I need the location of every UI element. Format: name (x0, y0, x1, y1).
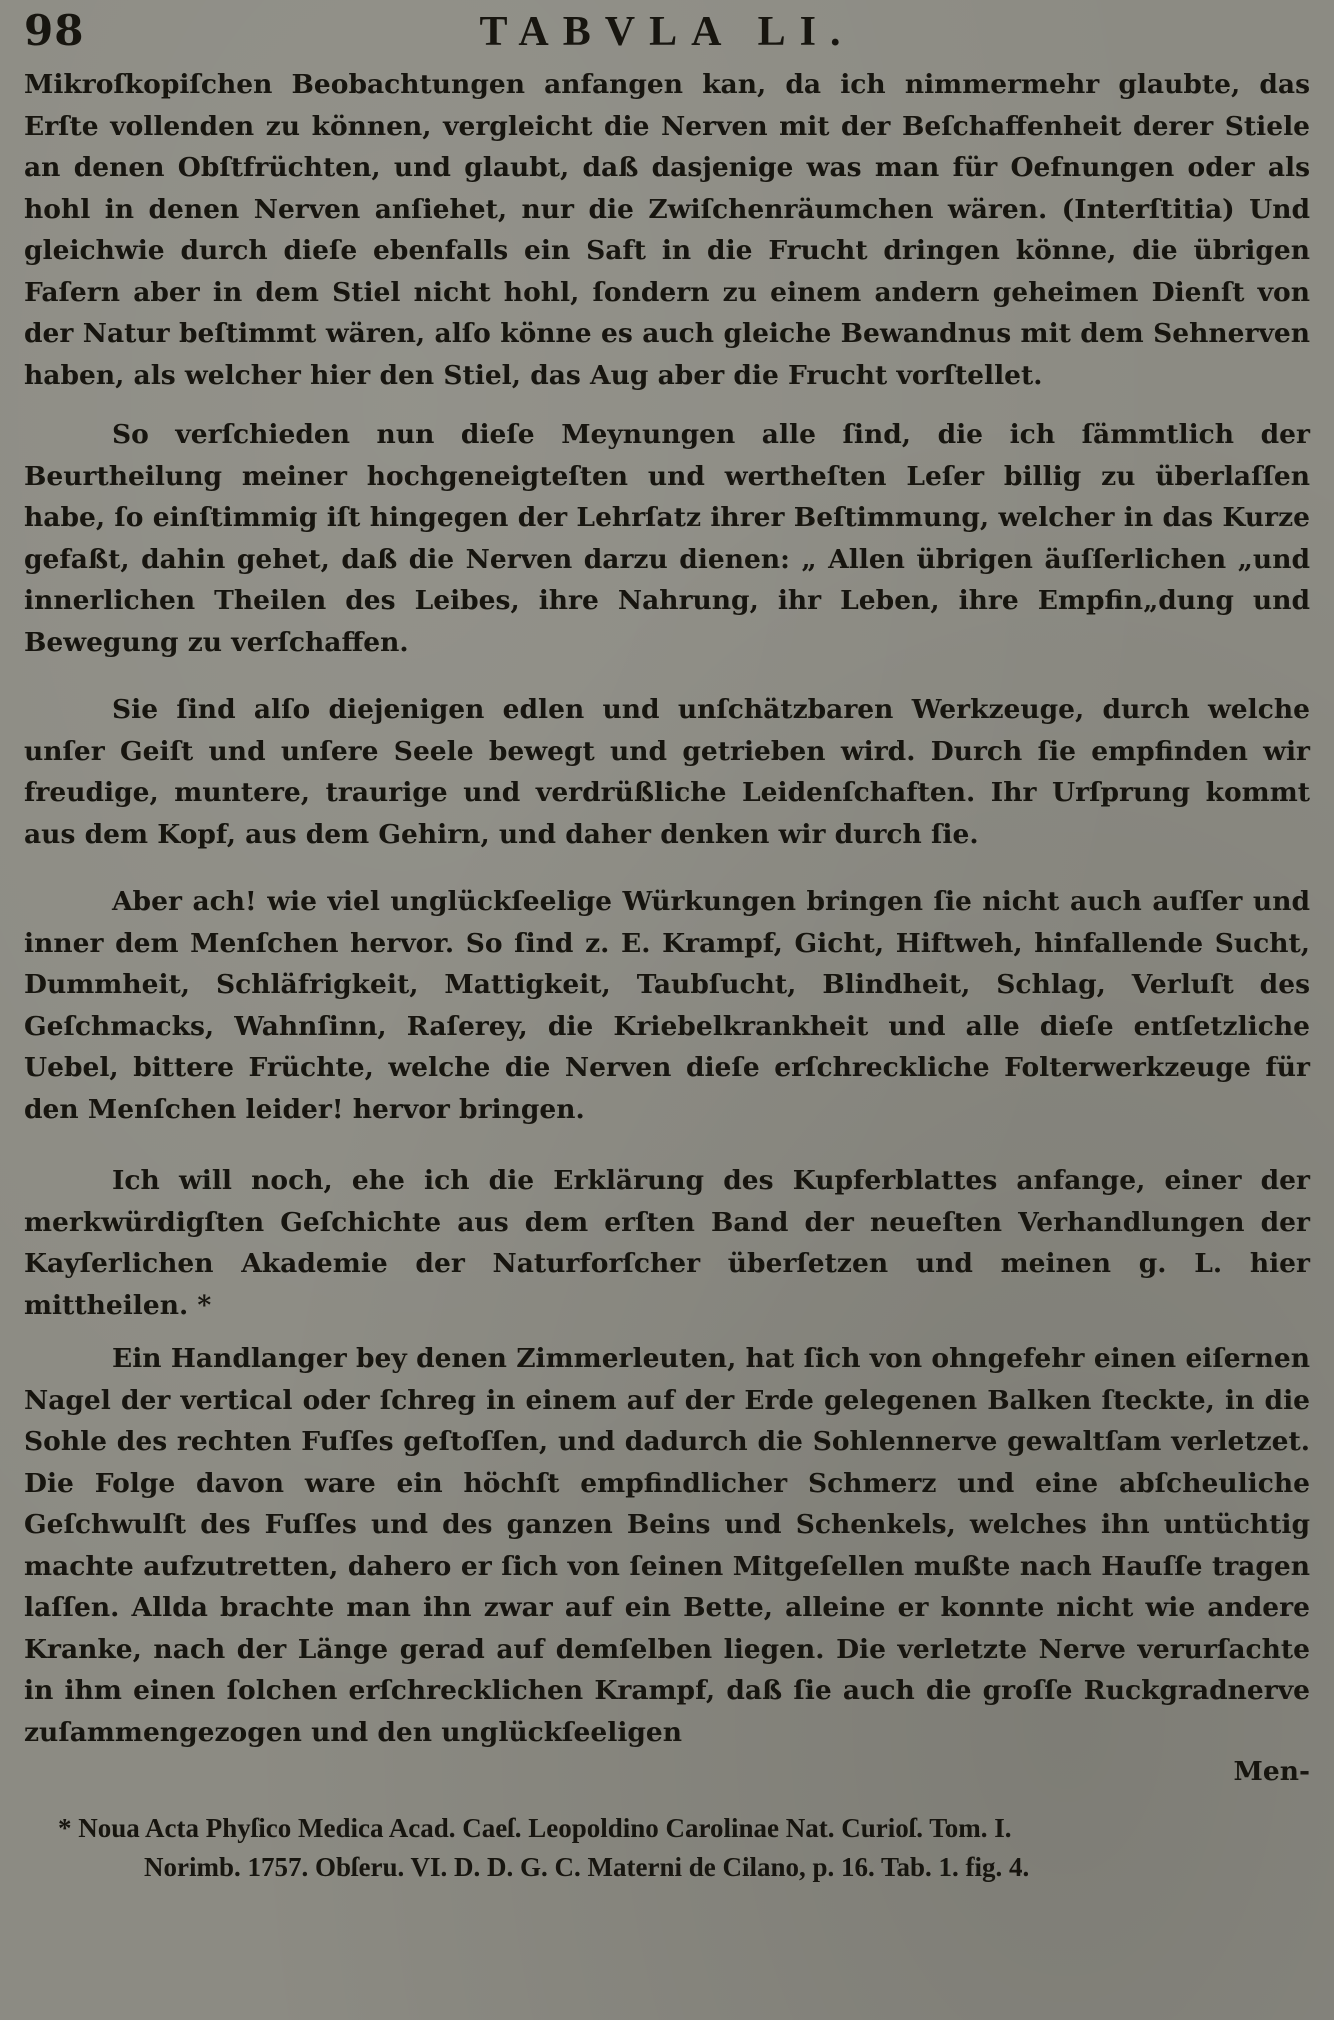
footnote-line-1 (24, 1809, 1310, 1848)
footnote-text-1: Noua Acta Phyſico Medica Acad. Caeſ. Leopoldino Carolinae Nat. Curioſ. Tom. I. (78, 1813, 1012, 1843)
paragraph-6: Ein Handlanger bey denen Zimmerleuten, hat ſich von ohngefehr einen eiſernen Nagel der vertical oder ſchreg in einem auf der Erde gelegenen Balken ſteckte, in die Sohle des rechten Fuſſes geſtoſſen, und dadurch die Sohlennerve gewaltſam verletzet. Die Folge davon ware ein höchſt empfindlicher Schmerz und eine abſcheuliche Geſchwulſt des Fuſſes und des ganzen Beins und Schenkels, welches ihn untüchtig machte aufzutretten, dahero er ſich von ſeinen Mitgeſellen mußte nach Hauſſe tragen laſſen. Allda brachte man ihn zwar auf ein Bette, alleine er konnte nicht wie andere Kranke, nach der Länge gerad auf demſelben liegen. Die verletzte Nerve verurſachte in ihm einen ſolchen erſchrecklichen Krampf, daß ſie auch die groſſe Ruckgradnerve zuſammengezogen und den unglückſeeligen (24, 1343, 1310, 1748)
running-title: TABVLA LI. (479, 9, 855, 55)
paragraph-3: Sie ſind alſo diejenigen edlen und unſchätzbaren Werkzeuge, durch welche unſer Geiſt und unſere Seele bewegt und getrieben wird. Durch ſie empfinden wir freudige, muntere, traurige und verdrüßliche Leidenſchaften. Ihr Urſprung kommt aus dem Kopf, aus dem Gehirn, und daher denken wir durch ſie. (24, 694, 1310, 850)
footnote-marker: * (58, 1813, 72, 1843)
paragraph-1: Mikroſkopiſchen Beobachtungen anfangen kan, da ich nimmermehr glaubte, das Erſte vollenden zu können, vergleicht die Nerven mit der Beſchaffenheit derer Stiele an denen Obſtfrüchten, und glaubt, daß dasjenige was man für Oefnungen oder als hohl in denen Nerven anſiehet, nur die Zwiſchenräumchen wären. (Interſtitia) Und gleichwie durch dieſe ebenfalls ein Saft in die Frucht dringen könne, die übrigen Faſern aber in dem Stiel nicht hohl, ſondern zu einem andern geheimen Dienſt von der Natur beſtimmt wären, alſo könne es auch gleiche Bewandnus mit dem Sehnerven haben, als welcher hier den Stiel, das Aug aber die Frucht vorſtellet. (24, 69, 1310, 391)
paragraph-2: So verſchieden nun dieſe Meynungen alle ſind, die ich ſämmtlich der Beurtheilung meiner hochgeneigteſten und wertheſten Leſer billig zu überlaſſen habe, ſo einſtimmig iſt hingegen der Lehrſatz ihrer Beſtimmung, welcher in das Kurze gefaßt, dahin gehet, daß die Nerven darzu dienen: „ Allen übrigen äuſſerlichen „und innerlichen Theilen des Leibes, ihre Nahrung, ihr Leben, ihre Empfin„dung und Bewegung zu verſchaffen. (24, 419, 1310, 658)
footnote (24, 1809, 1310, 1887)
book-page (24, 4, 1310, 2014)
page-number: 98 (24, 6, 85, 55)
paragraph-4: Aber ach! wie viel unglückſeelige Würkungen bringen ſie nicht auch auſſer und inner dem Menſchen hervor. So ſind z. E. Krampf, Gicht, Hiftweh, hinfallende Sucht, Dummheit, Schläfrigkeit, Mattigkeit, Taubſucht, Blindheit, Schlag, Verluſt des Geſchmacks, Wahnſinn, Raſerey, die Kriebelkrankheit und alle dieſe entſetzliche Uebel, bittere Früchte, welche die Nerven dieſe erſchreckliche Folterwerkzeuge für den Menſchen leider! hervor bringen. (24, 886, 1310, 1125)
paragraph-5: Ich will noch, ehe ich die Erklärung des Kupferblattes anfange, einer der merkwürdigſten Geſchichte aus dem erſten Band der neueſten Verhandlungen der Kayſerlichen Akademie der Naturforſcher überſetzen und meinen g. L. hier mittheilen. * (24, 1165, 1310, 1321)
page-header (24, 4, 1310, 56)
footnote-line-2: Norimb. 1757. Obſeru. VI. D. D. G. C. Materni de Cilano, p. 16. Tab. 1. fig. 4. (144, 1852, 1030, 1882)
catchword: Men- (1233, 1756, 1310, 1787)
